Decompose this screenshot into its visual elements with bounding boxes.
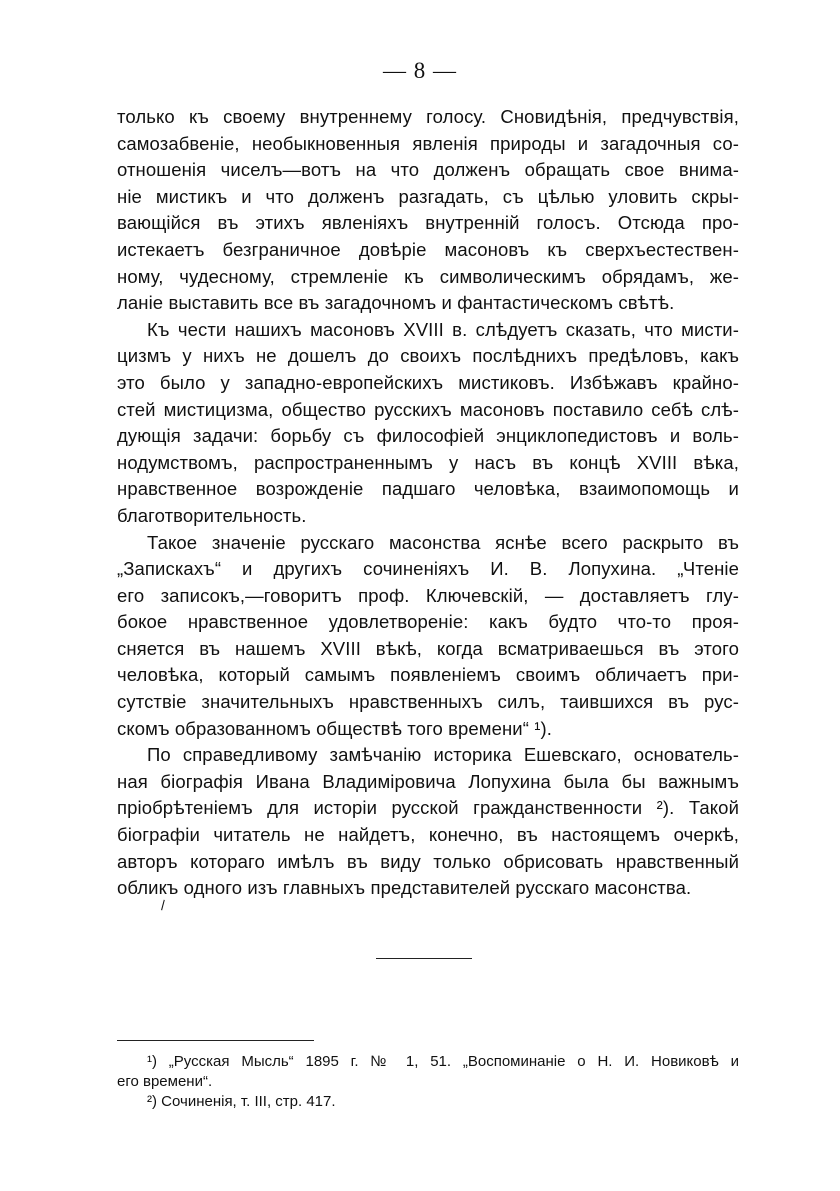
text-line: истекаетъ безграничное довѣріе масоновъ къ сверхъестествен- xyxy=(117,238,739,260)
stray-print-mark: \ xyxy=(157,897,169,913)
text-line: біографіи читатель не найдетъ, конечно, въ настоящемъ очеркѣ, xyxy=(117,824,739,846)
body-text xyxy=(117,104,739,902)
text-line: нравственное возрожденіе падшаго человѣка, взаимопомощь и xyxy=(117,478,739,500)
text-line: дующія задачи: борьбу съ философіей энциклопедистовъ и воль- xyxy=(117,425,739,447)
text-line: ланіе выставить все въ загадочномъ и фантастическомъ свѣтѣ. xyxy=(117,292,675,314)
footnote-separator xyxy=(117,1040,314,1041)
section-end-rule xyxy=(376,958,472,959)
footnote-line: его времени“. xyxy=(117,1073,213,1090)
paragraph xyxy=(117,742,739,902)
text-line: Къ чести нашихъ масоновъ XVIII в. слѣдуетъ сказать, что мисти- xyxy=(147,318,739,340)
text-line: благотворительность. xyxy=(117,504,307,526)
text-line: сутствіе значительныхъ нравственныхъ силъ, таившихся въ рус- xyxy=(117,691,739,713)
text-line: обликъ одного изъ главныхъ представителей русскаго масонства. xyxy=(117,877,692,899)
text-line: авторъ котораго имѣлъ въ виду только обрисовать нравственный xyxy=(117,850,739,872)
footnotes xyxy=(117,1052,739,1112)
text-line: самозабвеніе, необыкновенныя явленія природы и загадочныя со- xyxy=(117,132,739,154)
page-number: — 8 — xyxy=(383,58,457,83)
text-line: пріобрѣтеніемъ для исторіи русской гражданственности ²). Такой xyxy=(117,797,739,819)
text-line: стей мистицизма, общество русскихъ масоновъ поставило себѣ слѣ- xyxy=(117,398,739,420)
text-line: Такое значеніе русскаго масонства яснѣе всего раскрыто въ xyxy=(147,531,739,553)
text-line: ніе мистикъ и что долженъ разгадать, съ цѣлью уловить скры- xyxy=(117,185,739,207)
paragraph xyxy=(117,104,739,317)
text-line: скомъ образованномъ обществѣ того времени“ ¹). xyxy=(117,717,552,739)
text-line: его записокъ,—говоритъ проф. Ключевскій, — доставляетъ глу- xyxy=(117,584,739,606)
paragraph xyxy=(117,317,739,530)
text-line: нодумствомъ, распространеннымъ у насъ въ концѣ XVIII вѣка, xyxy=(117,451,739,473)
text-line: По справедливому замѣчанію историка Ешевскаго, основатель- xyxy=(147,744,739,766)
text-line: только къ своему внутреннему голосу. Сновидѣнія, предчувствія, xyxy=(117,106,739,127)
text-line: человѣка, который самымъ появленіемъ своимъ обличаетъ при- xyxy=(117,664,739,686)
text-line: отношенія чиселъ—вотъ на что долженъ обращать свое внима- xyxy=(117,159,739,181)
text-line: это было у западно-европейскихъ мистиковъ. Избѣжавъ крайно- xyxy=(117,371,739,393)
footnote-line: ¹) „Русская Мысль“ 1895 г. № 1, 51. „Воспоминаніе о Н. И. Новиковѣ и xyxy=(147,1053,739,1070)
text-line: сняется въ нашемъ XVIII вѣкѣ, когда всматриваешься въ этого xyxy=(117,637,739,659)
text-line: ному, чудесному, стремленіе къ символическимъ обрядамъ, же- xyxy=(117,265,739,287)
text-line: „Запискахъ“ и другихъ сочиненіяхъ И. В. Лопухина. „Чтеніе xyxy=(117,558,739,580)
text-line: вающійся въ этихъ явленіяхъ внутренній голосъ. Отсюда про- xyxy=(117,212,739,234)
text-line: ная біографія Ивана Владиміровича Лопухина была бы важнымъ xyxy=(117,770,739,792)
paragraph xyxy=(117,530,739,743)
text-line: цизмъ у нихъ не дошелъ до своихъ послѣднихъ предѣловъ, какъ xyxy=(117,345,739,367)
text-line: бокое нравственное удовлетвореніе: какъ будто что-то проя- xyxy=(117,611,739,633)
footnote-line: ²) Сочиненія, т. III, стр. 417. xyxy=(147,1093,336,1110)
